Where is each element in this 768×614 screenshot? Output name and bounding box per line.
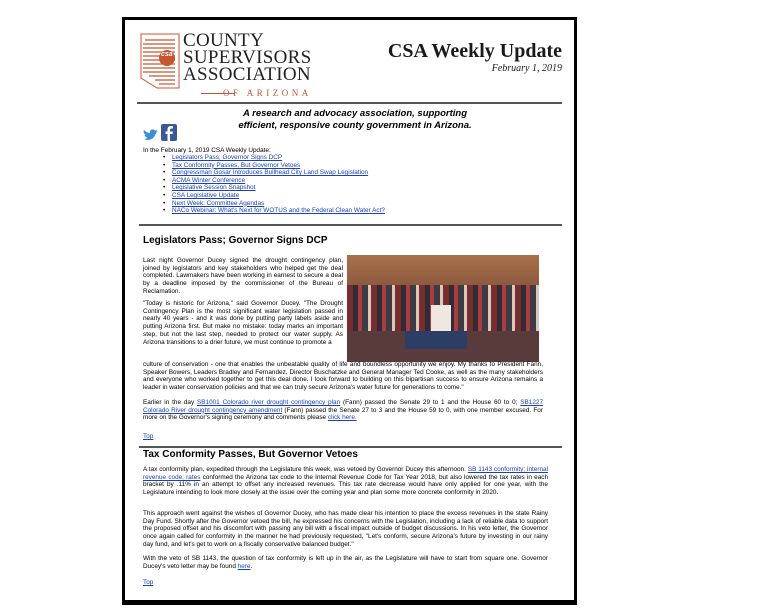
section1-paragraph-2b: culture of conservation - one that enables the unbeatable quality of life and boundless opportunity we enjoy. My thanks to President Fann, Speaker Bowers, Leaders Bradley and Fernandez, Director Buschatzke and General Manager Ted Cooke, as well as the many stakeholders and everyone who worked together to get this deal done. I look forward to building on this bipartisan success to ensure Arizona remains a leader in water conservation policies and that we can truly secure Arizona's water future for generations to come.": [143, 361, 543, 392]
governor-signing-photo: [347, 255, 539, 362]
header-divider: [137, 102, 562, 104]
toc-link[interactable]: CSA Legislative Update: [172, 191, 240, 199]
tagline-line-2: efficient, responsive county government in Arizona.: [238, 120, 472, 131]
toc-link[interactable]: Next Week: Committee Agendas: [172, 199, 265, 207]
logo-badge: csa: [161, 51, 173, 58]
toc-list: [172, 154, 385, 215]
tagline-line-1: A research and advocacy association, supporting: [242, 108, 468, 119]
toc-intro: In the February 1, 2019 CSA Weekly Update:: [143, 147, 271, 154]
text-run: (Fann) passed the Senate 29 to 1 and the House 60 to 0;: [340, 399, 521, 406]
page-title: CSA Weekly Update: [387, 40, 562, 62]
toc-link[interactable]: ACMA Winter Conference: [172, 176, 246, 184]
toc-link[interactable]: NACo Webinar: What's Next for WOTUS and the Federal Clean Water Act?: [172, 207, 385, 215]
sb1001-link[interactable]: SB1001 Colorado river drought contingency plan: [196, 399, 341, 406]
toc-link[interactable]: Congressman Gosar Introduces Bullhead City Land Swap Legislation: [172, 169, 369, 177]
facebook-icon[interactable]: [161, 124, 177, 141]
toc-link[interactable]: Tax Conformity Passes, But Governor Vetoes: [172, 161, 301, 169]
toc-item[interactable]: [172, 207, 385, 215]
tagline: [205, 108, 505, 132]
section2-paragraph-1: [143, 466, 548, 497]
toc-item[interactable]: [172, 192, 385, 200]
text-run: (Fann) passed the Senate 27 to 3 and the House 59 to 0, with one member excused. For more on the Governor's signing ceremony and comments please: [143, 406, 543, 422]
click-here-link[interactable]: click here.: [327, 414, 357, 422]
section2-paragraph-3: [143, 555, 548, 570]
section1-paragraph-3: [143, 399, 543, 422]
toc-item[interactable]: [172, 184, 385, 192]
toc-item[interactable]: [172, 162, 385, 170]
toc-link[interactable]: Legislative Session Snapshot: [172, 184, 256, 192]
section-divider: [139, 224, 562, 226]
toc-item[interactable]: [172, 154, 385, 162]
back-to-top-link[interactable]: Top: [143, 579, 154, 586]
twitter-icon[interactable]: [143, 128, 159, 142]
arizona-state-logo-icon: [137, 30, 183, 92]
logo-line-3: ASSOCIATION: [183, 64, 311, 85]
section1-paragraph-2a: "Today is historic for Arizona," said Governor Ducey. "The Drought Contingency Plan is the most significant water legislation passed in nearly 40 years - and it was done by putting party labels aside and putting Arizona first. But make no mistake: today marks an important step, but not the last step, needed to protect our water supply. As Arizona transitions to a drier future, we must continue to promote a: [143, 300, 343, 346]
sb1227-link[interactable]: SB1227 Colorado River drought contingency amendment: [143, 399, 543, 414]
issue-date: February 1, 2019: [491, 63, 562, 74]
text-run: With the veto of SB 1143, the question of tax conformity is left up in the air, as the Legislature will have to start from square one. Governor Ducey's veto letter may be found: [143, 555, 548, 570]
section-divider: [139, 446, 562, 448]
logo-line-1: COUNTY: [183, 30, 264, 51]
section2-title: Tax Conformity Passes, But Governor Vetoes: [143, 449, 358, 460]
veto-letter-link[interactable]: here: [237, 562, 251, 570]
section2-paragraph-2: This approach went against the wishes of Governor Ducey, who has made clear his intention to place the excess revenues in the state Rainy Day Fund. Shortly after the Governor vetoed the bill, he expressed his concerns with the Legislation, including a lack of reliable data to support the proposed offset and his discomfort with passing any bill with a fiscal impact outside of budget discussions. In his veto letter, the Governor once again called for conformity in the manner he had previously requested, "Let's conform, secure Arizona's future by investing in our rainy day fund, and let's get to work on a fiscally conservative balanced budget.": [143, 510, 548, 548]
section1-title: Legislators Pass; Governor Signs DCP: [143, 235, 328, 246]
logo-sub: OF ARIZONA: [223, 88, 312, 98]
sb1143-link[interactable]: SB 1143 conformity; internal revenue code; rates: [143, 466, 548, 481]
logo-line-2: SUPERVISORS: [183, 47, 312, 68]
text-run: .: [250, 562, 253, 570]
section1-paragraph-1: Last night Governor Ducey signed the drought contingency plan, joined by legislators and key stakeholders who helped get the deal completed. Lawmakers have been working in earnest to secure a deal by a deadline imposed by the commissioner of the Bureau of Reclamation.: [143, 257, 343, 295]
toc-link[interactable]: Legislators Pass; Governor Signs DCP: [172, 154, 283, 161]
text-run: Earlier in the day: [143, 399, 197, 406]
toc-item[interactable]: [172, 200, 385, 208]
back-to-top-link[interactable]: Top: [143, 433, 154, 440]
newsletter-frame: [122, 17, 577, 605]
text-run: A tax conformity plan, expedited through the Legislature this week, was vetoed by Governor Ducey this afternoon.: [143, 466, 468, 473]
text-run: conformed the Arizona tax code to the Internal Revenue Code for Tax Year 2018, but also lowered the tax rates in each bracket by .11% in an attempt to offset any increased revenues. This tax rate decrease would have only applied for one year, with the Legislature intending to look more closely at the issue over the coming year and plan some more concrete conformity in 2020.: [143, 473, 548, 497]
toc-item[interactable]: [172, 169, 385, 177]
toc-item[interactable]: [172, 177, 385, 185]
